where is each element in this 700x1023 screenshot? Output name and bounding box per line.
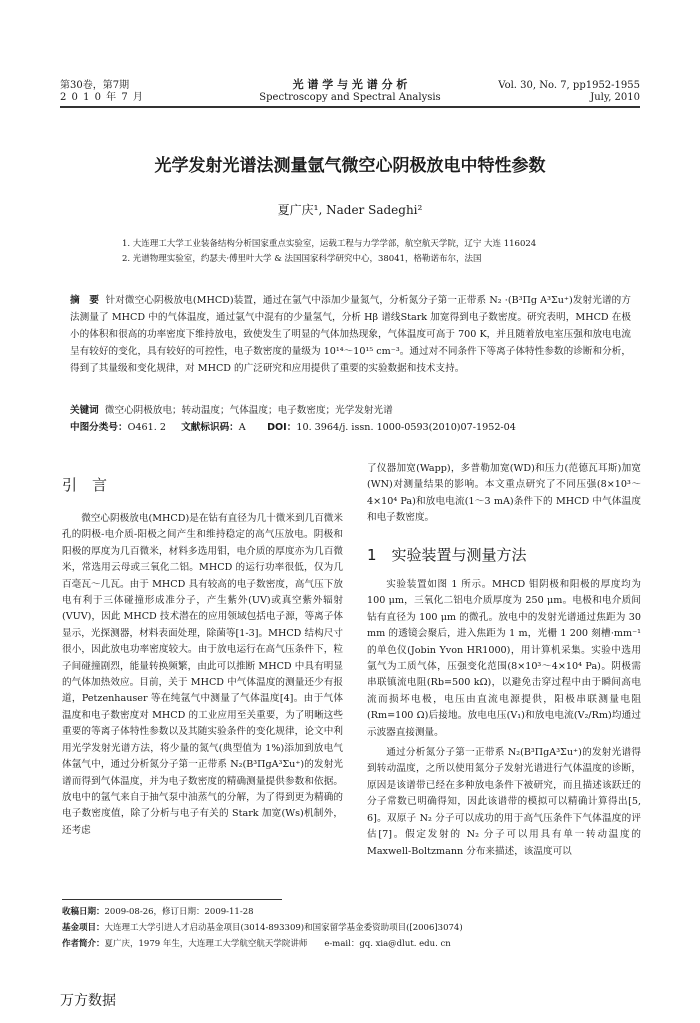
author-value: 夏广庆，1979 年生，大连理工大学航空航天学院讲师 e-mail：gq. xia@dlut. edu. cn — [104, 939, 451, 949]
method-paragraph: 通过分析氮分子第一正带系 N₂(B³ΠgA³Σu⁺)的发射光谱得到转动温度，之所以使用氮分子发射光谱进行气体温度的诊断，原因是该谱带已经在多种放电条件下被研究，而且描述该跃迁的分子常数已明确得知，因此该谱带的模拟可以精确计算得出[5, 6]。双原子 N₂ 分子可以成功的用于高气压条件下气体温度的评估[7]。假定发射的 N₂ 分子可以用具有单一转动温度的 Maxwell-Boltzmann 分布来描述，该温度可以 — [367, 747, 641, 857]
affiliation-2: 2. 光谱物理实验室，约瑟夫·傅里叶大学 & 法国国家科学研究中心，38041，格勒诺布尔，法国 — [122, 254, 482, 264]
keywords-text: 微空心阴极放电；转动温度；气体温度；电子数密度；光学发射光谱 — [104, 405, 393, 416]
keywords — [70, 403, 631, 419]
section-1-heading: 1 实验装置与测量方法 — [367, 546, 527, 564]
left-column — [62, 511, 343, 839]
doc-code-value: A — [238, 422, 246, 433]
issue-cn: 第30卷，第7期 — [60, 80, 130, 91]
right-column — [367, 461, 641, 527]
clc-value: O461. 2 — [127, 422, 166, 433]
classification — [70, 420, 631, 436]
date-en: July, 2010 — [590, 92, 640, 103]
affiliation-1: 1. 大连理工大学工业装备结构分析国家重点实验室，运载工程与力学学部，航空航天学院，辽宁 大连 116024 — [122, 239, 537, 249]
clc-label: 中图分类号： — [70, 422, 128, 433]
date-cn: 2 0 1 0 年 7 月 — [60, 92, 144, 103]
abstract-label: 摘 要 — [70, 295, 100, 306]
setup-paragraph: 实验装置如图 1 所示。MHCD 钼阴极和阳极的厚度均为 100 μm，三氧化二铝电介质厚度为 250 μm。电极和电介质间钻有直径为 100 μm 的微孔。放电中的发射光谱通过焦距为 30 mm 的透镜会聚后，进入焦距为 1 m，光栅 1 200 刻槽·mm⁻¹ 的单色仪(Jobin Yvon HR1000)，用计算机采集。实验中选用氩气为工质气体，压强变化范围(8×10³～4×10⁴ Pa)。阴极需串联镇流电阻(Rb=500 kΩ)，以避免击穿过程中由于瞬间高电流而损坏电极，电压由直流电源提供，阳极串联测量电阻(Rm=100 Ω)后接地。放电电压(V₁)和放电电流(V₂/Rm)均通过示波器直接测量。 — [367, 579, 641, 738]
header-rule — [60, 106, 640, 108]
intro-continuation: 了仪器加宽(Wapp)，多普勒加宽(WD)和压力(范德瓦耳斯)加宽(WN)对测量结果的影响。本文重点研究了不同压强(8×10³～4×10⁴ Pa)和放电电流(1～3 mA)条件下的 MHCD 中气体温度和电子数密度。 — [367, 463, 641, 524]
journal-title-cn: 光 谱 学 与 光 谱 分 析 — [292, 78, 408, 91]
intro-heading: 引 言 — [62, 476, 108, 494]
journal-title-en: Spectroscopy and Spectral Analysis — [259, 92, 441, 103]
author-label: 作者简介： — [62, 939, 105, 949]
received-label: 收稿日期： — [62, 907, 105, 917]
abstract-text: 针对微空心阴极放电(MHCD)装置，通过在氩气中添加少量氮气，分析氮分子第一正带系 N₂ ·(B³Πg A³Σu⁺)发射光谱的方法测量了 MHCD 中的气体温度，通过氩气中混有的少量氢气，分析 Hβ 谱线Stark 加宽得到电子数密度。研究表明，MHCD 在极小的体积和很高的功率密度下维持放电，致使发生了明显的气体加热现象，气体温度可高于 700 K，并且随着放电室压强和放电电流呈有较好的变化，具有较好的可控性，电子数密度的量级为 10¹⁴～10¹⁵ cm⁻³。通过对不同条件下等离子体特性参数的诊断和分析，得到了其量级和变化规律，对 MHCD 的广泛研究和应用提供了重要的实验数据和技术支持。 — [70, 295, 631, 374]
keywords-label: 关键词 — [70, 405, 99, 416]
footnote-rule — [62, 899, 282, 900]
doc-code-label: 文献标识码： — [181, 422, 239, 433]
abstract — [70, 292, 631, 377]
authors: 夏广庆¹, Nader Sadeghi² — [277, 203, 423, 217]
right-column-section1 — [367, 577, 641, 860]
author-info — [62, 937, 642, 952]
doi-label: DOI： — [267, 422, 297, 433]
issue-en: Vol. 30, No. 7, pp1952-1955 — [498, 80, 640, 91]
received-date — [62, 905, 642, 920]
received-value: 2009-08-26，修订日期：2009-11-28 — [104, 907, 254, 917]
fund-label: 基金项目： — [62, 923, 105, 933]
paper-title: 光学发射光谱法测量氩气微空心阴极放电中特性参数 — [154, 156, 546, 176]
fund-value: 大连理工大学引进人才启动基金项目(3014-893309)和国家留学基金委资助项目([2006]3074) — [104, 923, 463, 933]
intro-paragraph: 微空心阴极放电(MHCD)是在钻有直径为几十微米到几百微米孔的阴极-电介质-阳极之间产生和维持稳定的高气压放电。阴极和阳极的厚度为几百微米，材料多选用钼，电介质的厚度亦为几百微米，常选用云母或三氧化二铝。MHCD 的运行功率很低，仅为几百毫瓦～几瓦。由于 MHCD 具有较高的电子数密度，高气压下放电有利于三体碰撞形成准分子，产生紫外(UV)或真空紫外辐射(VUV)，因此 MHCD 技术潜在的应用领域包括电子源，等离子体显示，光探测器，材料表面处理，除菌等[1-3]。MHCD 结构尺寸很小，因此放电功率密度较大。由于放电运行在高气压条件下，粒子间碰撞剧烈，能量转换频繁，由此可以推断 MHCD 中具有明显的气体加热效应。目前，关于 MHCD 中气体温度的测量还少有报道，Petzenhauser 等在纯氩气中测量了气体温度[4]。由于气体温度和电子数密度对 MHCD 的工业应用至关重要，为了明晰这些重要的等离子体特性参数以及其随实验条件的变化规律，论文中利用光学发射光谱方法，将少量的氮气(典型值为 1%)添加到放电气体氩气中，通过分析氮分子第一正带系 N₂(B³ΠgA³Σu⁺)的发射光谱而得到气体温度，并为电子数密度的精确测量提供参数和依据。放电中的氩气来自于抽气泵中油蒸气的分解，为了得到更为精确的电子数密度值，除了分析与电子有关的 Stark 加宽(Ws)机制外，还考虑 — [62, 513, 343, 836]
watermark: 万方数据 — [60, 993, 116, 1009]
fund-info — [62, 921, 642, 936]
doi-value: 10. 3964/j. issn. 1000-0593(2010)07-1952-04 — [296, 422, 516, 433]
